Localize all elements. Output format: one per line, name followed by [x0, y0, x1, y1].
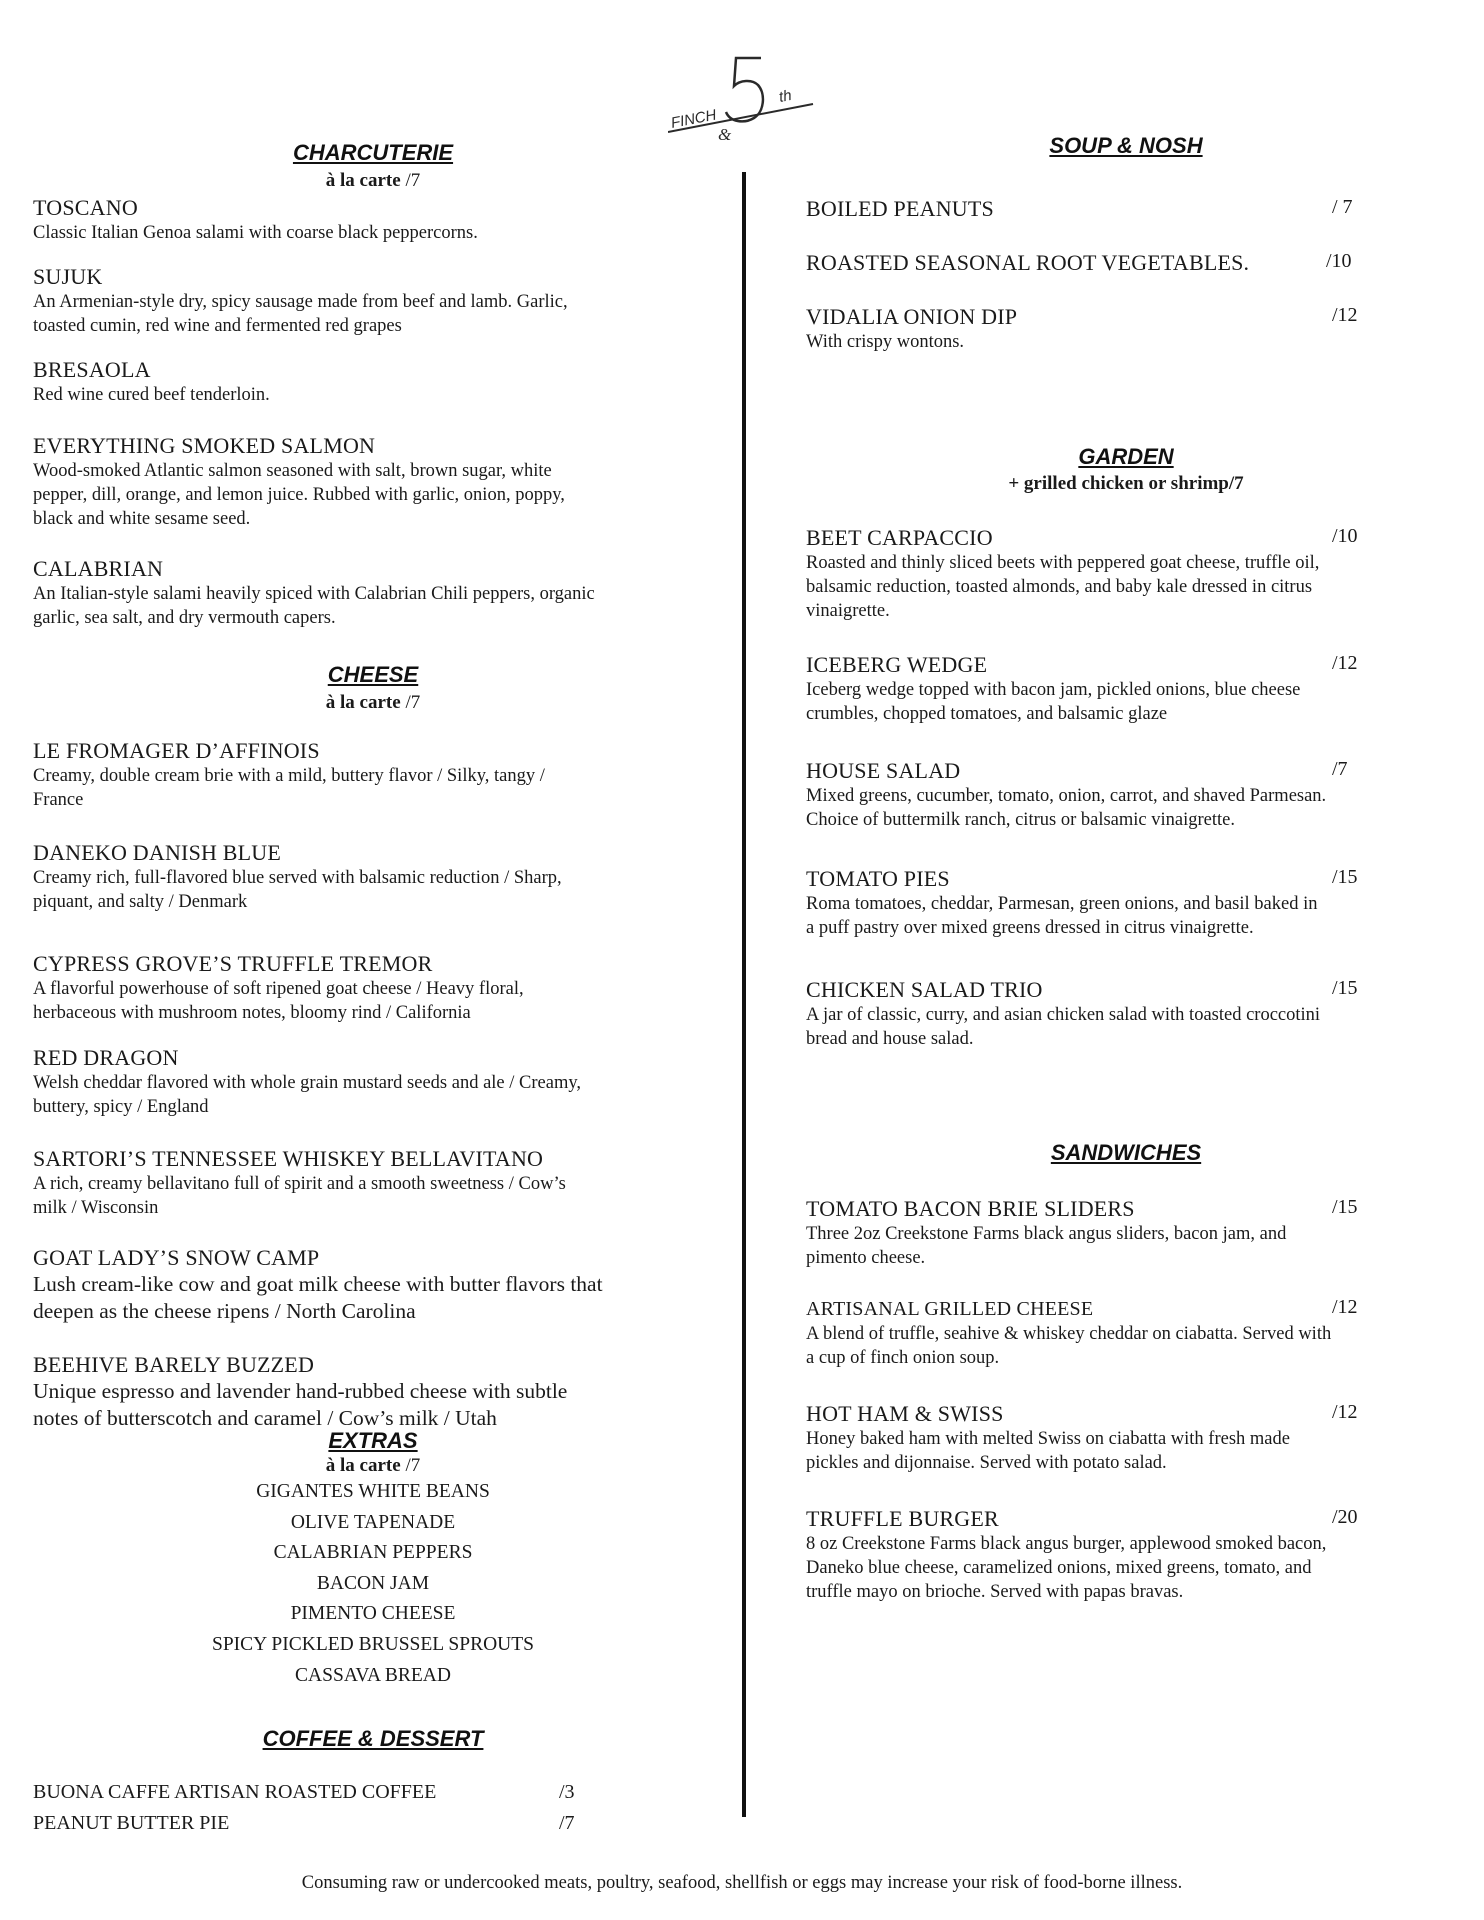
food-safety-disclaimer: Consuming raw or undercooked meats, poultry, seafood, shellfish or eggs may increase your risk of food-borne illness. [301, 1873, 1183, 1893]
extras-heading: EXTRAS [328, 1428, 418, 1453]
menu-item: BOILED PEANUTS / 7 [806, 196, 1353, 221]
column-divider [742, 172, 746, 1817]
menu-item: TOMATO PIES /15 Roma tomatoes, cheddar, Parmesan, green onions, and basil baked in a puff pastry over mixed greens dressed in citrus vinaigrette. [806, 866, 1358, 938]
menu-item: SUJUK An Armenian-style dry, spicy sausage made from beef and lamb. Garlic, toasted cumin, red wine and fermented red grapes [33, 264, 568, 336]
dessert-item-price: /7 [559, 1812, 575, 1834]
menu-item: EVERYTHING SMOKED SALMON Wood-smoked Atlantic salmon seasoned with salt, brown sugar, white pepper, dill, orange, and lemon juice. Rubbed with garlic, onion, poppy, black and white sesame seed. [33, 433, 565, 529]
menu-item: CHICKEN SALAD TRIO /15 A jar of classic, curry, and asian chicken salad with toasted croccotini bread and house salad. [806, 977, 1358, 1049]
coffee-dessert-heading: COFFEE & DESSERT [262, 1726, 484, 1751]
extras-item: BACON JAM [316, 1573, 430, 1594]
menu-item: GOAT LADY’S SNOW CAMP Lush cream-like cow and goat milk cheese with butter flavors that deepen as the cheese ripens / North Carolina [33, 1245, 603, 1323]
menu-item: ARTISANAL GRILLED CHEESE /12 A blend of truffle, seahive & whiskey cheddar on ciabatta. Served with a cup of finch onion soup. [806, 1296, 1358, 1368]
coffee-item-name: BUONA CAFFE ARTISAN ROASTED COFFEE [33, 1781, 437, 1803]
soup-nosh-heading: SOUP & NOSH [1049, 133, 1203, 158]
garden-subheading: + grilled chicken or shrimp/7 [1008, 473, 1244, 494]
menu-item: TOSCANO Classic Italian Genoa salami with coarse black peppercorns. [33, 195, 478, 243]
menu-item: CALABRIAN An Italian-style salami heavily spiced with Calabrian Chili peppers, organic garlic, sea salt, and dry vermouth capers. [33, 556, 595, 628]
menu-item: TOMATO BACON BRIE SLIDERS /15 Three 2oz Creekstone Farms black angus sliders, bacon jam, and pimento cheese. [806, 1196, 1358, 1268]
menu-item: BEEHIVE BARELY BUZZED Unique espresso and lavender hand-rubbed cheese with subtle notes of butterscotch and caramel / Cow’s milk / Utah [33, 1352, 568, 1430]
menu-item: SARTORI’S TENNESSEE WHISKEY BELLAVITANO A rich, creamy bellavitano full of spirit and a smooth sweetness / Cow’s milk / Wisconsin [33, 1146, 566, 1218]
extras-subheading: à la carte /7 [325, 1455, 421, 1476]
menu-item: ICEBERG WEDGE /12 Iceberg wedge topped with bacon jam, pickled onions, blue cheese crumbles, chopped tomatoes, and balsamic glaze [806, 652, 1358, 724]
menu-item: DANEKO DANISH BLUE Creamy rich, full-flavored blue served with balsamic reduction / Sharp, piquant, and salty / Denmark [33, 840, 562, 912]
charcuterie-subheading: à la carte /7 [325, 170, 421, 191]
cheese-subheading: à la carte /7 [325, 692, 421, 713]
menu-item: ROASTED SEASONAL ROOT VEGETABLES. /10 [806, 250, 1352, 275]
cheese-heading: CHEESE [327, 662, 419, 687]
menu-item: HOT HAM & SWISS /12 Honey baked ham with melted Swiss on ciabatta with fresh made pickles and dijonnaise. Served with potato salad. [806, 1401, 1358, 1473]
menu-item: VIDALIA ONION DIP /12 With crispy wontons. [806, 304, 1358, 352]
extras-item: SPICY PICKLED BRUSSEL SPROUTS [211, 1634, 534, 1655]
dessert-item-name: PEANUT BUTTER PIE [33, 1812, 230, 1834]
menu-item: RED DRAGON Welsh cheddar flavored with whole grain mustard seeds and ale / Creamy, buttery, spicy / England [33, 1045, 582, 1117]
menu-item: CYPRESS GROVE’S TRUFFLE TREMOR A flavorful powerhouse of soft ripened goat cheese / Heavy floral, herbaceous with mushroom notes, bloomy rind / California [33, 951, 524, 1023]
extras-item: CASSAVA BREAD [295, 1665, 451, 1686]
menu-item: LE FROMAGER D’AFFINOIS Creamy, double cream brie with a mild, buttery flavor / Silky, tangy / France [33, 738, 545, 810]
extras-item: GIGANTES WHITE BEANS [256, 1481, 490, 1502]
logo-finch-text: FINCH [669, 106, 718, 132]
menu-item: BRESAOLA Red wine cured beef tenderloin. [33, 357, 270, 405]
extras-item: PIMENTO CHEESE [290, 1603, 456, 1624]
logo-th-text: th [777, 86, 794, 106]
menu-item: HOUSE SALAD /7 Mixed greens, cucumber, tomato, onion, carrot, and shaved Parmesan. Choice of buttermilk ranch, citrus or balsamic vinaigrette. [806, 758, 1348, 830]
extras-item: OLIVE TAPENADE [290, 1512, 456, 1533]
charcuterie-heading: CHARCUTERIE [292, 140, 454, 165]
coffee-item-price: /3 [559, 1781, 575, 1803]
finch-and-5th-logo [668, 52, 818, 152]
menu-item: BEET CARPACCIO /10 Roasted and thinly sliced beets with peppered goat cheese, truffle oil, balsamic reduction, toasted almonds, and baby kale dressed in citrus vinaigrette. [806, 525, 1358, 621]
sandwiches-heading: SANDWICHES [1050, 1140, 1202, 1165]
garden-heading: GARDEN [1078, 444, 1174, 469]
logo-amp-text: & [718, 125, 732, 144]
menu-item: TRUFFLE BURGER /20 8 oz Creekstone Farms black angus burger, applewood smoked bacon, Daneko blue cheese, caramelized onions, mixed greens, tomato, and truffle mayo on brioche. Served with papas bravas. [806, 1506, 1358, 1602]
extras-item: CALABRIAN PEPPERS [273, 1542, 473, 1563]
